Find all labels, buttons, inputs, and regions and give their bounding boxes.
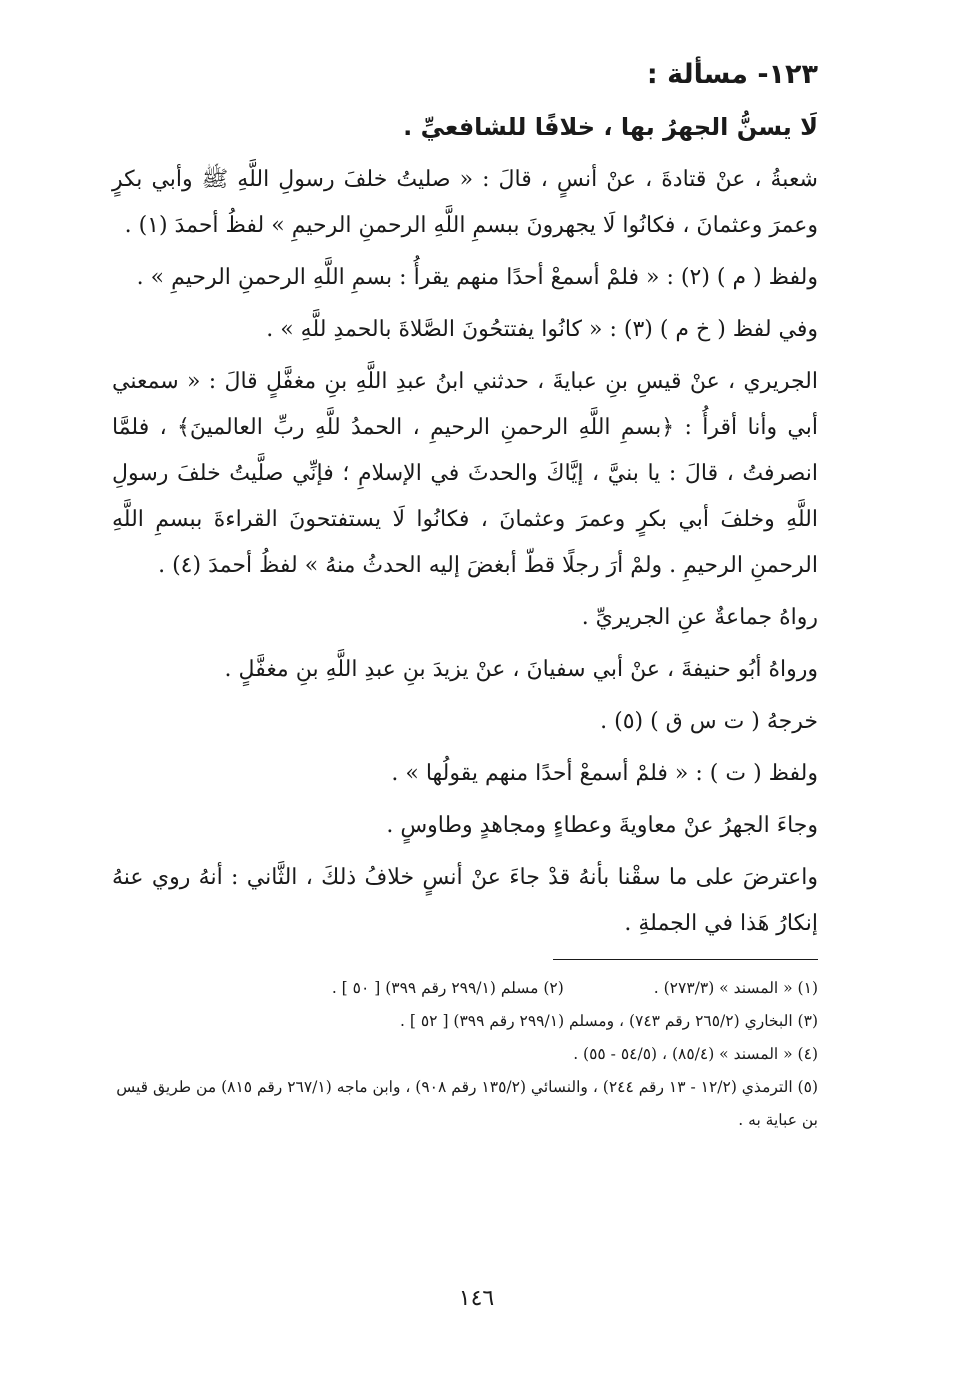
footnote-3: (٣) البخاري (٢٦٥/٢ رقم ٧٤٣) ، ومسلم (٢٩٩/١ رقم ٣٩٩) [ ٥٢ ] . (400, 1012, 818, 1030)
footnote-2: (٢) مسلم (٢٩٩/١ رقم ٣٩٩) [ ٥٠ ] . (331, 979, 564, 997)
paragraph-7: خرجهُ ( ت س ق ) (٥) . (600, 709, 818, 734)
page-number: ١٤٦ (458, 1286, 495, 1311)
paragraph-4: الجريري ، عنْ قيسِ بنِ عبايةَ ، حدثني ابنُ عبدِ اللَّهِ بنِ مغفَّلٍ قالَ : « سمعني أبي وأنا أقرأُ : ﴿بسمِ اللَّهِ الرحمنِ الرحيمِ ، الحمدُ للَّهِ ربِّ العالمينَ﴾ ، فلمَّا انصرفتُ ، قالَ : يا بنيَّ ، إيَّاكَ والحدثَ في الإسلامِ ؛ فإنِّي صلَّيتُ خلفَ رسولِ اللَّهِ وخلفَ أبي بكرٍ وعمرَ وعثمانَ ، فكانُوا لَا يستفتحونَ القراءةَ ببسمِ اللَّهِ الرحمنِ الرحيمِ . ولمْ أرَ رجلًا قطّ أبغضَ إليه الحدثُ منهُ » لفظُ أحمدَ (٤) . (112, 369, 818, 578)
footnote-divider (553, 959, 818, 960)
footnote-4: (٤) « المسند » (٨٥/٤) ، (٥٤/٥ - ٥٥) . (573, 1045, 818, 1063)
paragraph-5: رواهُ جماعةٌ عنِ الجريريِّ . (581, 605, 818, 630)
footnote-row-1 (112, 972, 818, 1005)
paragraph-9: وجاءَ الجهرُ عنْ معاويةَ وعطاءٍ ومجاهدٍ وطاوسٍ . (386, 813, 818, 838)
paragraph-10: واعترضَ على ما سقْنا بأنهُ قدْ جاءَ عنْ أنسٍ خلافُ ذلكَ ، الثَّاني : أنهُ روي عنهُ إنكارُ هَذا في الجملةِ . (112, 865, 818, 936)
paragraph-2: ولفظ ( م ) (٢) : « فلمْ أسمعْ أحدًا منهم يقرأُ : بسمِ اللَّهِ الرحمنِ الرحيمِ » . (136, 265, 818, 290)
footnote-5: (٥) الترمذي (١٢/٢ - ١٣ رقم ٢٤٤) ، والنسائي (١٣٥/٢ رقم ٩٠٨) ، وابن ماجه (٢٦٧/١ رقم ٨١٥) من طريق قيس بن عباية به . (116, 1078, 818, 1129)
issue-subheading: لَا يسنُّ الجهرُ بها ، خلافًا للشافعيِّ . (403, 113, 818, 141)
footnote-1: (١) « المسند » (٢٧٣/٣) . (653, 979, 818, 997)
paragraph-1: شعبةُ ، عنْ قتادةَ ، عنْ أنسٍ ، قالَ : « صليتُ خلفَ رسولِ اللَّهِ ﷺ وأبي بكرٍ وعمرَ وعثمانَ ، فكانُوا لَا يجهرونَ ببسمِ اللَّهِ الرحمنِ الرحيمِ » لفظُ أحمدَ (١) . (112, 167, 818, 238)
paragraph-8: ولفظ ( ت ) : « فلمْ أسمعْ أحدًا منهم يقولُها » . (391, 761, 818, 786)
paragraph-3: وفي لفظ ( خ م ) (٣) : « كانُوا يفتتحُونَ الصَّلاةَ بالحمدِ للَّهِ » . (266, 317, 818, 342)
paragraph-6: ورواهُ أبُو حنيفةَ ، عنْ أبي سفيانَ ، عنْ يزيدَ بنِ عبدِ اللَّهِ بنِ مغفَّلٍ . (224, 657, 818, 682)
footnotes (112, 972, 818, 1137)
issue-heading: ١٢٣- مسألة : (646, 59, 818, 90)
